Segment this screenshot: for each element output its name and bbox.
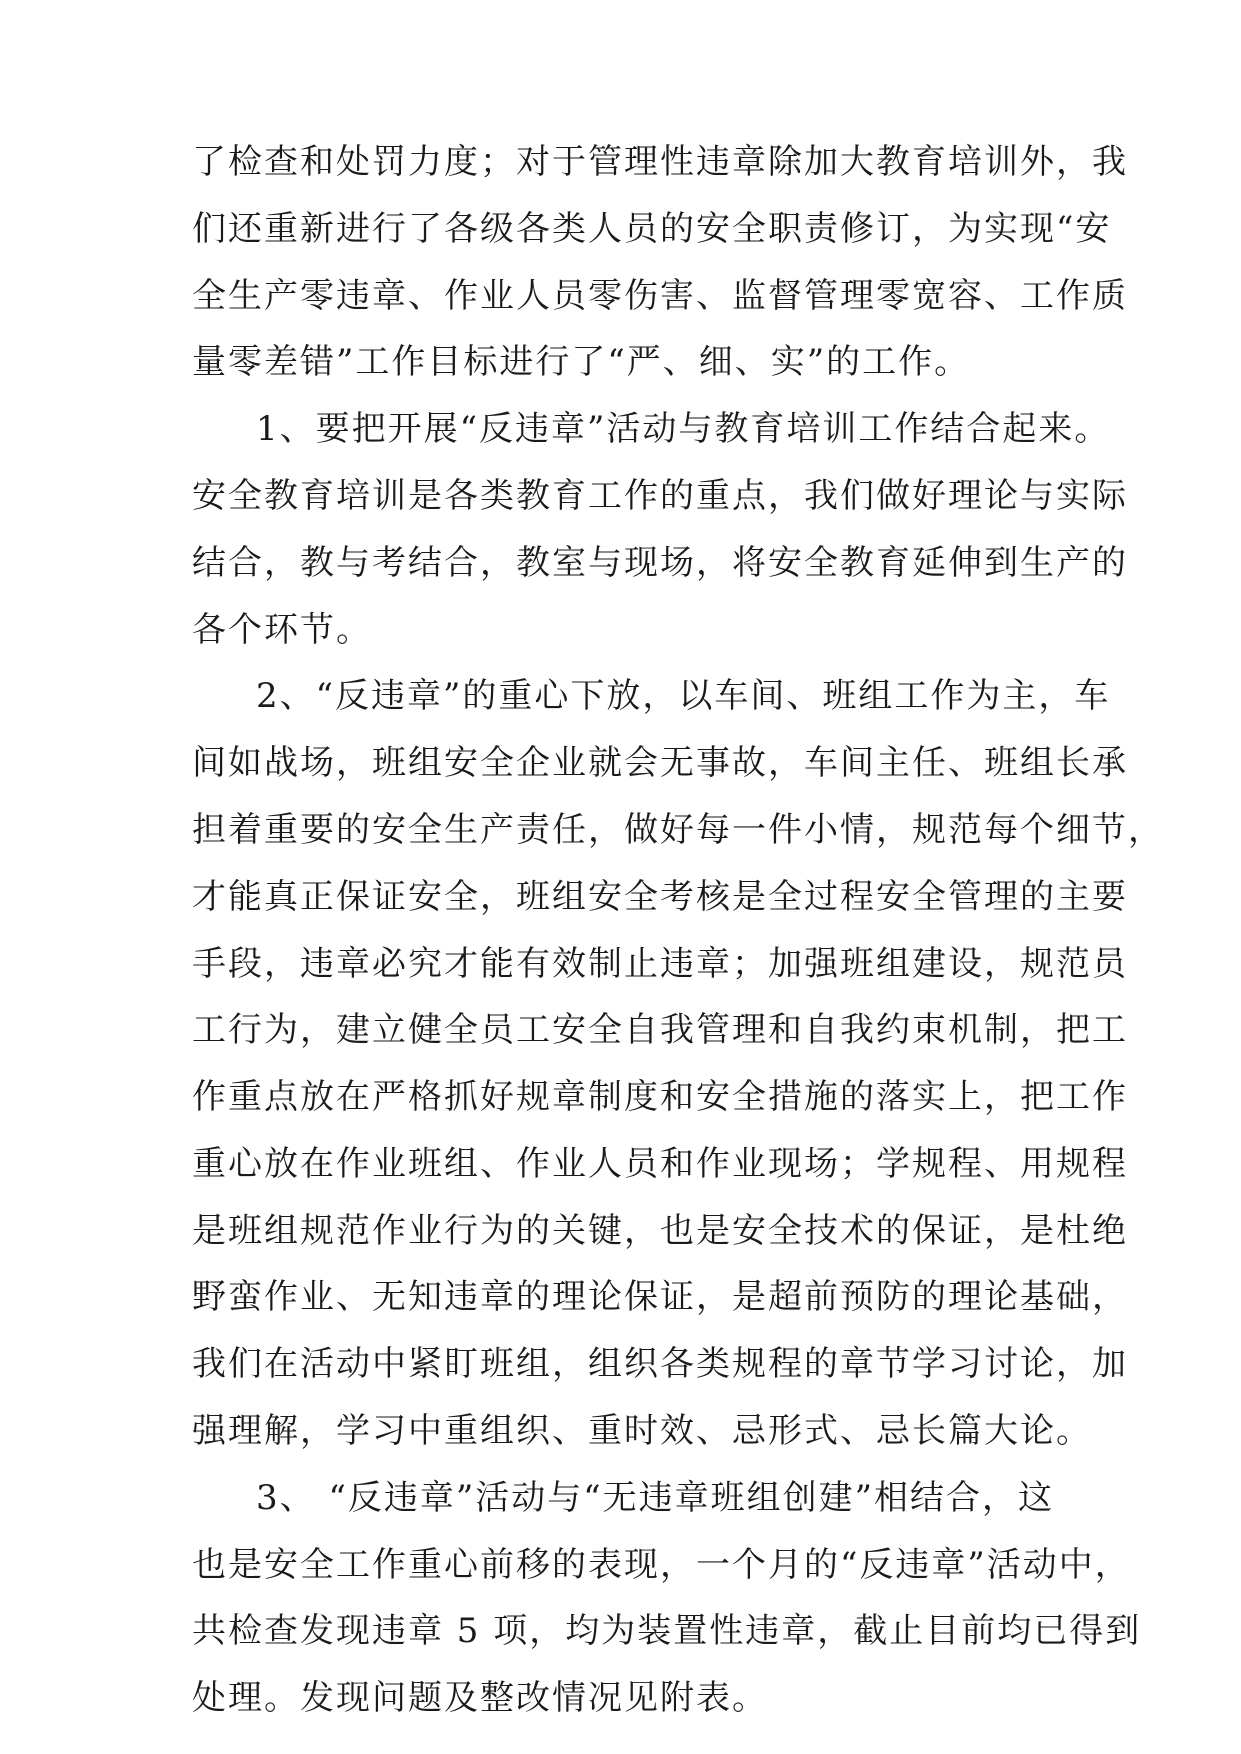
text-line: 重心放在作业班组、作业人员和作业现场；学规程、用规程 xyxy=(192,1144,1128,1184)
text-line: 手段，违章必究才能有效制止违章；加强班组建设，规范员 xyxy=(192,944,1128,984)
text-line: 各个环节。 xyxy=(192,610,372,650)
text-line: 安全教育培训是各类教育工作的重点，我们做好理论与实际 xyxy=(192,476,1128,516)
paragraph-1-heading: 1、要把开展“反违章”活动与教育培训工作结合起来。 xyxy=(256,409,1111,449)
text-line: 也是安全工作重心前移的表现，一个月的“反违章”活动中， xyxy=(192,1545,1131,1585)
text-line: 担着重要的安全生产责任，做好每一件小情，规范每个细节， xyxy=(192,810,1164,850)
text-line: 强理解，学习中重组织、重时效、忌形式、忌长篇大论。 xyxy=(192,1411,1092,1451)
text-line: 结合，教与考结合，教室与现场，将安全教育延伸到生产的 xyxy=(192,543,1128,583)
text-line: 工行为，建立健全员工安全自我管理和自我约束机制，把工 xyxy=(192,1010,1128,1050)
text-line: 全生产零违章、作业人员零伤害、监督管理零宽容、工作质 xyxy=(192,276,1128,316)
text-line: 处理。发现问题及整改情况见附表。 xyxy=(192,1678,768,1718)
text-line: 我们在活动中紧盯班组，组织各类规程的章节学习讨论，加 xyxy=(192,1344,1128,1384)
text-line: 间如战场，班组安全企业就会无事故，车间主任、班组长承 xyxy=(192,743,1128,783)
paragraph-2-heading: 2、“反违章”的重心下放，以车间、班组工作为主，车 xyxy=(256,676,1111,716)
text-line: 量零差错”工作目标进行了“严、细、实”的工作。 xyxy=(192,342,971,382)
text-line: 们还重新进行了各级各类人员的安全职责修订，为实现“安 xyxy=(192,209,1112,249)
text-line: 作重点放在严格抓好规章制度和安全措施的落实上，把工作 xyxy=(192,1077,1128,1117)
paragraph-3-heading: 3、 “反违章”活动与“无违章班组创建”相结合，这 xyxy=(256,1478,1054,1518)
text-line: 共检查发现违章 5 项，均为装置性违章，截止目前均已得到 xyxy=(192,1611,1142,1651)
text-line: 了检查和处罚力度；对于管理性违章除加大教育培训外，我 xyxy=(192,142,1128,182)
text-line: 野蛮作业、无知违章的理论保证，是超前预防的理论基础， xyxy=(192,1277,1128,1317)
text-line: 才能真正保证安全，班组安全考核是全过程安全管理的主要 xyxy=(192,877,1128,917)
text-line: 是班组规范作业行为的关键，也是安全技术的保证，是杜绝 xyxy=(192,1211,1128,1251)
